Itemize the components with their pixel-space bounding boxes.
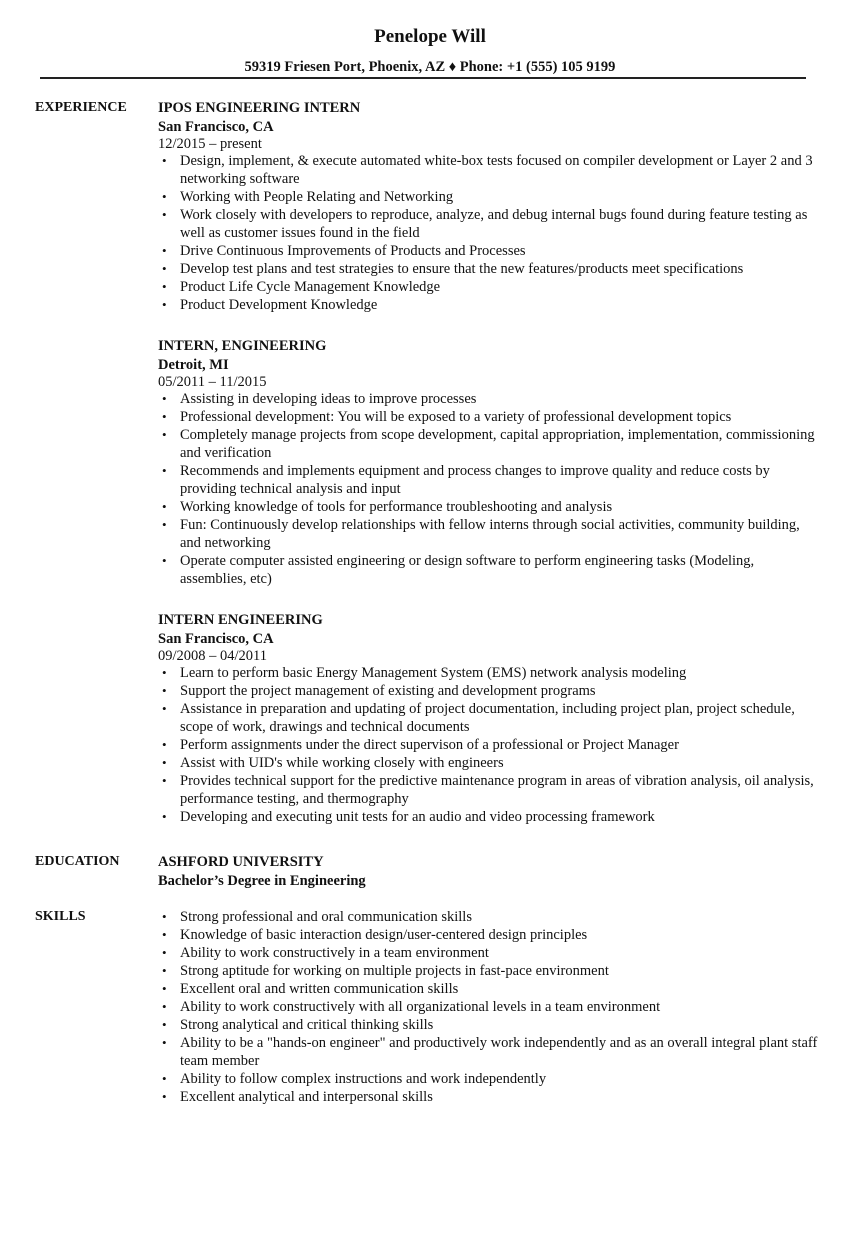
job-bullet: • Design, implement, & execute automated white-box tests focused on compiler development or Layer 2 and 3 networking software	[180, 152, 818, 188]
skills-entry	[158, 908, 818, 1106]
job-bullet: • Provides technical support for the predictive maintenance program in areas of vibration analysis, oil analysis, performance testing, and thermography	[180, 772, 818, 808]
job-bullet: • Drive Continuous Improvements of Products and Processes	[180, 242, 818, 260]
section-label-education: EDUCATION	[35, 854, 120, 869]
section-label-experience: EXPERIENCE	[35, 100, 127, 115]
job-bullet-list	[158, 664, 818, 826]
school-name: ASHFORD UNIVERSITY	[158, 854, 324, 870]
job-entry-3	[158, 611, 818, 826]
job-location: Detroit, MI	[158, 357, 229, 373]
skill-item: • Strong professional and oral communication skills	[180, 908, 818, 926]
job-bullet: • Fun: Continuously develop relationships with fellow interns through social activities, community building, and networking	[180, 516, 818, 552]
skill-item: • Ability to work constructively in a team environment	[180, 944, 818, 962]
job-bullet: • Work closely with developers to reproduce, analyze, and debug internal bugs found during feature testing as well as customer issues found in the field	[180, 206, 818, 242]
job-bullet: • Product Development Knowledge	[180, 296, 818, 314]
skill-item: • Ability to be a "hands-on engineer" and productively work independently and as an overall integral plant staff team member	[180, 1034, 818, 1070]
job-title: INTERN, ENGINEERING	[158, 338, 327, 354]
job-bullet: • Perform assignments under the direct supervison of a professional or Project Manager	[180, 736, 818, 754]
skill-item: • Knowledge of basic interaction design/user-centered design principles	[180, 926, 818, 944]
job-bullet: • Operate computer assisted engineering or design software to perform engineering tasks (Modeling, assemblies, etc)	[180, 552, 818, 588]
job-title: INTERN ENGINEERING	[158, 612, 323, 628]
job-bullet-list	[158, 152, 818, 314]
job-entry-2	[158, 337, 818, 588]
job-bullet: • Support the project management of existing and development programs	[180, 682, 818, 700]
job-dates: 05/2011 – 11/2015	[158, 374, 267, 390]
job-bullet: • Assisting in developing ideas to improve processes	[180, 390, 818, 408]
job-bullet: • Product Life Cycle Management Knowledge	[180, 278, 818, 296]
skill-item: • Excellent oral and written communication skills	[180, 980, 818, 998]
job-bullet: • Developing and executing unit tests for an audio and video processing framework	[180, 808, 818, 826]
contact-info: 59319 Friesen Port, Phoenix, AZ ♦ Phone: +1 (555) 105 9199	[244, 59, 616, 75]
job-location: San Francisco, CA	[158, 119, 274, 135]
job-bullet: • Assistance in preparation and updating of project documentation, including project plan, project schedule, scope of work, drawings and technical documents	[180, 700, 818, 736]
candidate-name: Penelope Will	[374, 26, 486, 47]
job-dates: 12/2015 – present	[158, 136, 262, 152]
job-bullet: • Working knowledge of tools for performance troubleshooting and analysis	[180, 498, 818, 516]
section-label-skills: SKILLS	[35, 909, 86, 924]
header-divider	[40, 77, 806, 79]
job-bullet: • Working with People Relating and Networking	[180, 188, 818, 206]
job-bullet: • Learn to perform basic Energy Management System (EMS) network analysis modeling	[180, 664, 818, 682]
job-title: IPOS ENGINEERING INTERN	[158, 100, 361, 116]
job-bullet: • Develop test plans and test strategies to ensure that the new features/products meet specifications	[180, 260, 818, 278]
job-bullet: • Recommends and implements equipment and process changes to improve quality and reduce costs by providing technical analysis and input	[180, 462, 818, 498]
job-dates: 09/2008 – 04/2011	[158, 648, 268, 664]
skill-item: • Ability to work constructively with all organizational levels in a team environment	[180, 998, 818, 1016]
education-entry	[158, 853, 818, 890]
job-bullet: • Assist with UID's while working closely with engineers	[180, 754, 818, 772]
skill-item: • Excellent analytical and interpersonal skills	[180, 1088, 818, 1106]
skill-item: • Ability to follow complex instructions and work independently	[180, 1070, 818, 1088]
degree: Bachelor’s Degree in Engineering	[158, 873, 366, 889]
job-bullet: • Completely manage projects from scope development, capital appropriation, implementation, commissioning and verification	[180, 426, 818, 462]
skill-item: • Strong analytical and critical thinking skills	[180, 1016, 818, 1034]
skills-list	[158, 908, 818, 1106]
job-location: San Francisco, CA	[158, 631, 274, 647]
job-bullet: • Professional development: You will be exposed to a variety of professional development topics	[180, 408, 818, 426]
job-entry-1	[158, 99, 818, 314]
job-bullet-list	[158, 390, 818, 588]
skill-item: • Strong aptitude for working on multiple projects in fast-pace environment	[180, 962, 818, 980]
